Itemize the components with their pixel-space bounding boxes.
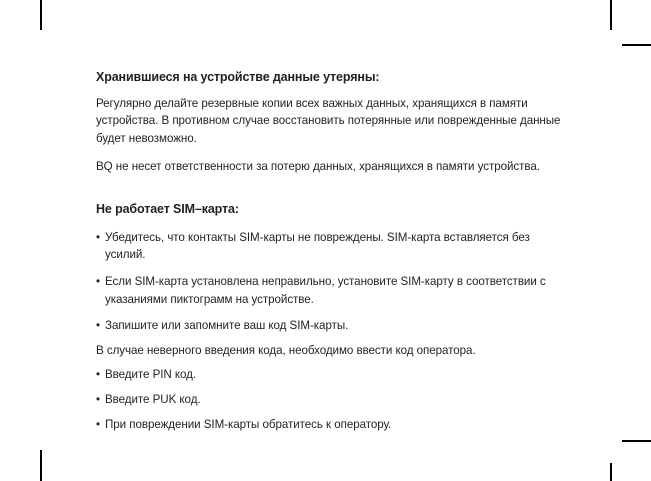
section-heading-sim-card: Не работает SIM–карта: [96,202,239,217]
list-item-operator-code-note: В случае неверного введения кода, необходимо ввести код оператора. [96,343,476,357]
sim-troubleshooting-list [96,229,566,433]
crop-mark-bottom-right-vertical [610,463,612,481]
list-item: • Убедитесь, что контакты SIM-карты не повреждены. SIM-карта вставляется без усилий. [96,229,566,264]
section-heading-data-lost: Хранившиеся на устройстве данные утеряны: [96,70,380,84]
crop-mark-bottom-left [40,450,42,481]
list-item: • Введите PUK код. [96,391,566,409]
crop-mark-top-right-vertical [610,0,612,30]
crop-mark-top-right-horizontal [622,44,651,46]
list-item: • Запишите или запомните ваш код SIM-карты. [96,317,566,335]
crop-mark-bottom-right-horizontal [622,440,651,442]
list-item: • Если SIM-карта установлена неправильно, установите SIM-карту в соответствии с указаниями пиктограмм на устройстве. [96,273,566,308]
list-item: • Введите PIN код. [96,366,566,384]
list-item: • При повреждении SIM-карты обратитесь к оператору. [96,416,566,434]
paragraph-liability-disclaimer: BQ не несет ответственности за потерю данных, хранящихся в памяти устройства. [96,160,540,174]
paragraph-backup-advice: Регулярно делайте резервные копии всех важных данных, хранящихся в памяти устройства. В противном случае восстановить потерянные или поврежденные данные будет невозможно. [96,96,561,145]
document-page-content [96,70,566,442]
crop-mark-top-left [40,0,42,30]
